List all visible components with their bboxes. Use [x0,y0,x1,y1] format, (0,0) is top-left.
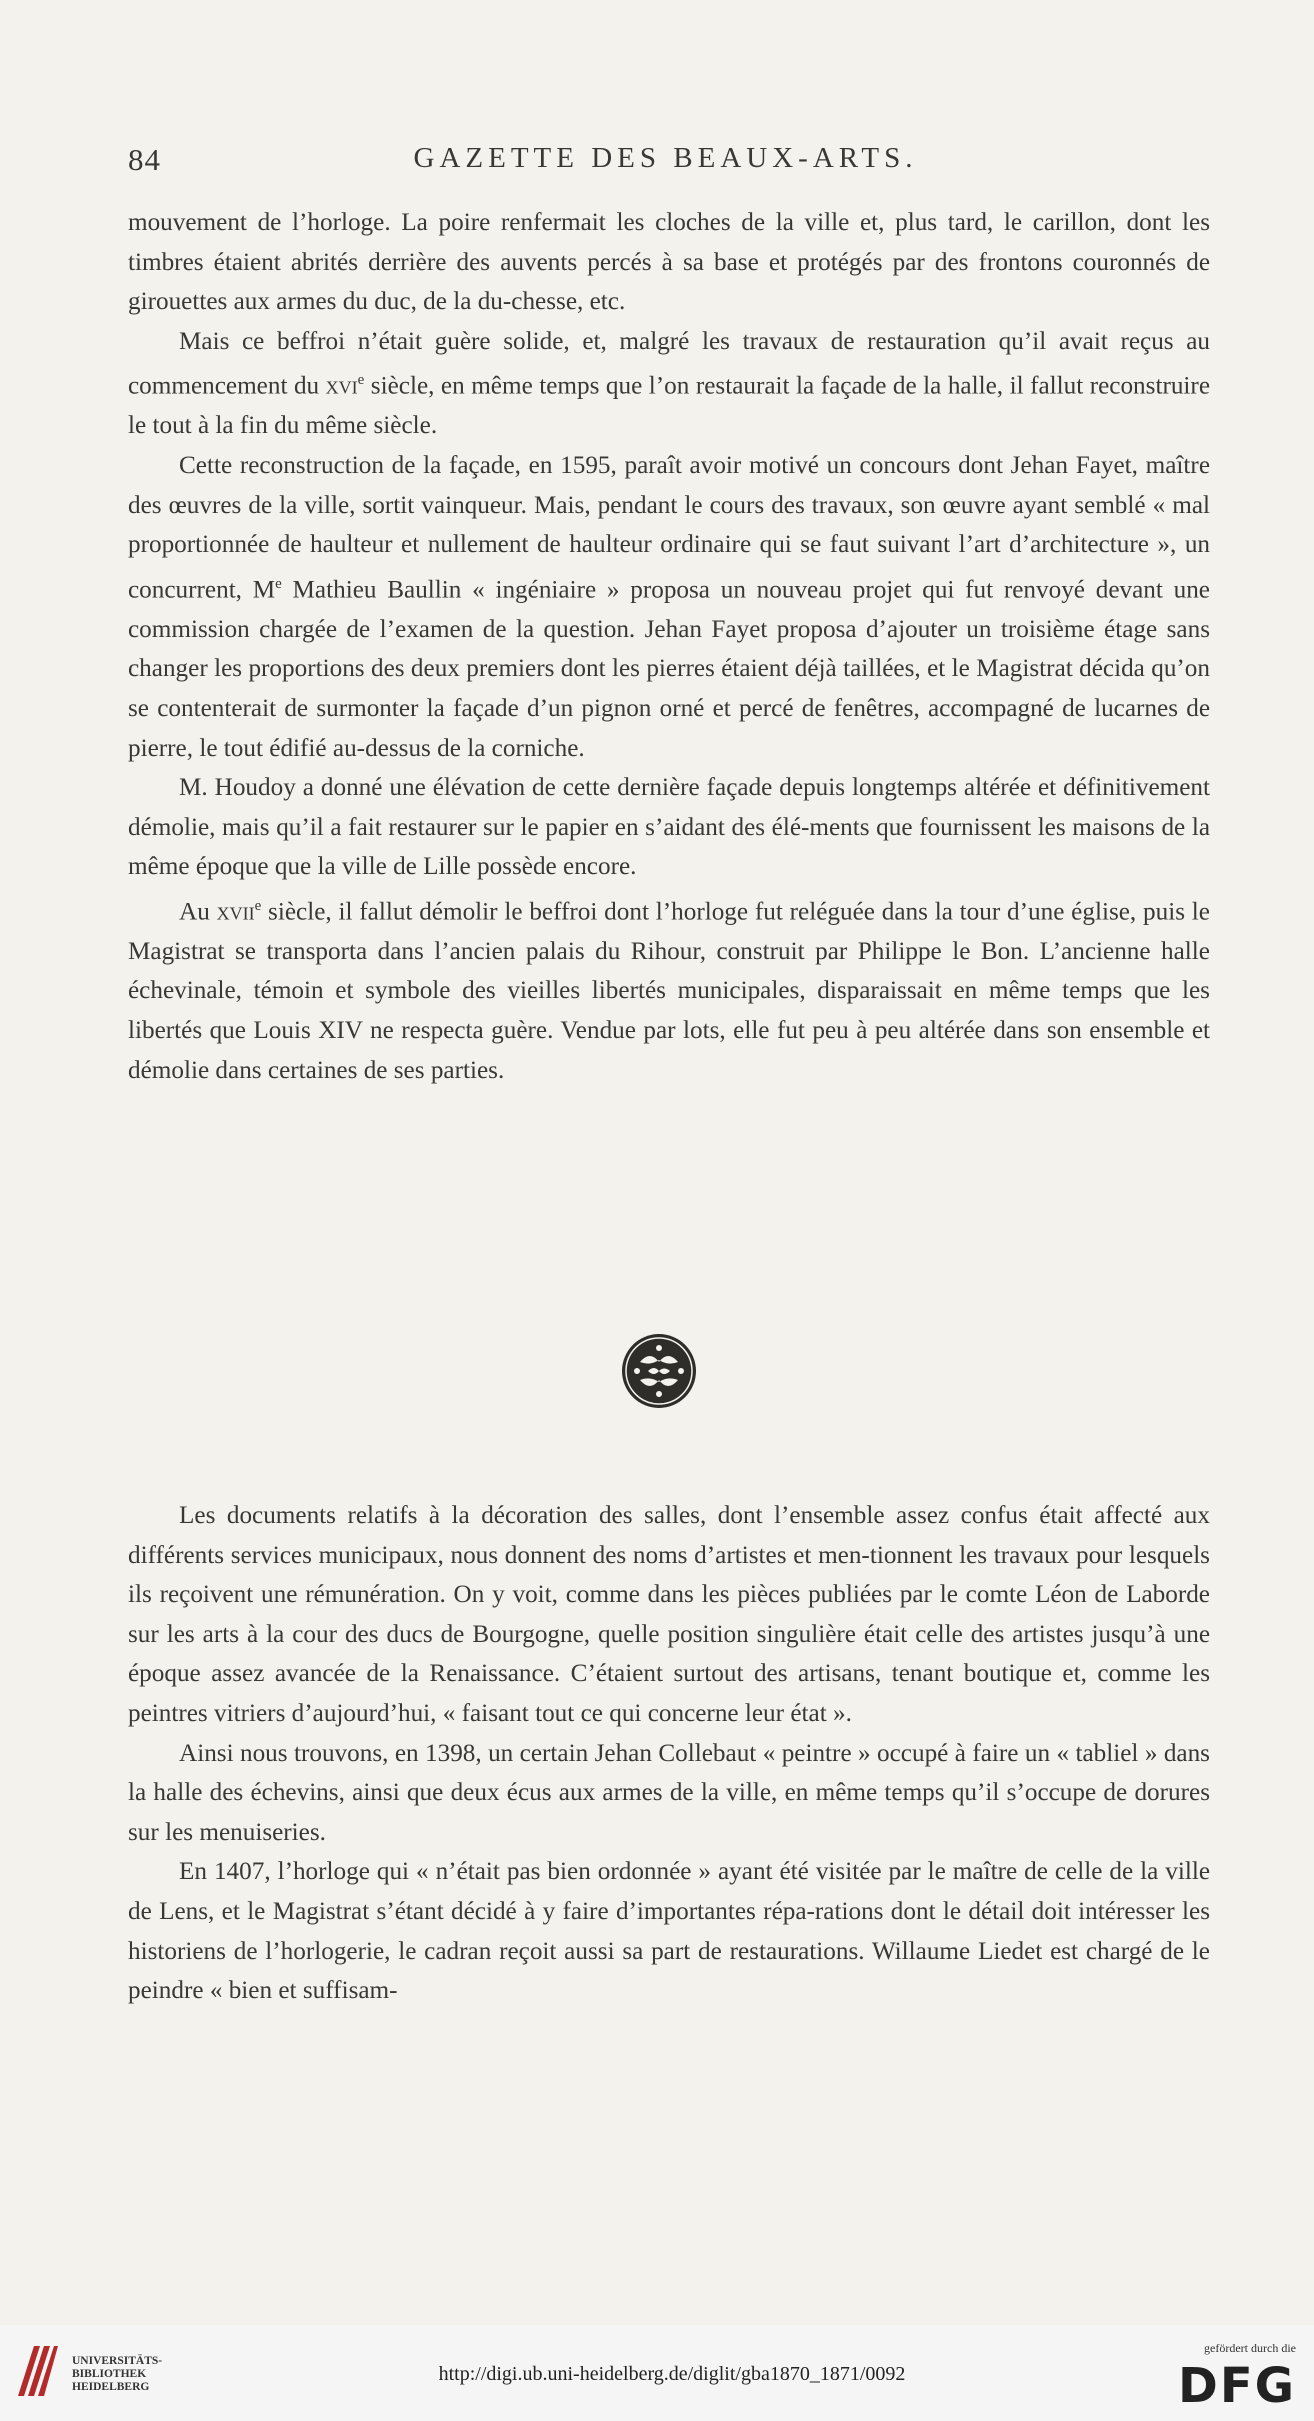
permalink-url[interactable]: http://digi.ub.uni-heidelberg.de/diglit/gba1870_1871/0092 [438,2363,906,2385]
text-block-bottom [128,1496,1210,2011]
page-header [128,142,1183,182]
text-block-top [128,203,1210,1090]
library-name[interactable]: UNIVERSITÄTS- BIBLIOTHEK HEIDELBERG [72,2355,163,2393]
page-number: 84 [128,142,161,177]
fleuron-ornament-icon [620,1332,698,1410]
paragraph: Au xvii$^e$ siècle, il fallut démolir le beffroi dont l’horloge fut reléguée dans la tour d’une église, puis le Magistrat se transporta dans l’ancien palais du Rihour, construit par Philippe le Bon. L’ancienne halle échevinale, témoin et symbole des vieilles libertés municipales, disparaissait en même temps que les libertés que Louis XIV ne respecta guère. Vendue par lots, elle fut peu à peu altérée dans son ensemble et démolie dans certaines de ses parties. [128,897,1210,1084]
paragraph: En 1407, l’horloge qui « n’était pas bien ordonnée » ayant été visitée par le maître de celle de la ville de Lens, et le Magistrat s’étant décidé à y faire d’importantes répa-rations dont le détail doit intéresser les historiens de l’horlogerie, le cadran reçoit aussi sa part de restaurations. Willaume Liedet est chargé de le peindre « bien et suffisam- [128,1858,1210,2005]
paragraph: Mais ce beffroi n’était guère solide, et, malgré les travaux de restauration qu’il avait reçus au commencement du xvi$^e$ siècle, en même temps que l’on restaurait la façade de la halle, il fallut reconstruire le tout à la fin du même siècle. [128,327,1211,440]
dfg-logo-icon[interactable]: DFG [1177,2358,1296,2414]
paragraph: M. Houdoy a donné une élévation de cette dernière façade depuis longtemps altérée et définitivement démolie, mais qu’il a fait restaurer sur le papier en s’aidant des élé-ments que fournissent les maisons de la même époque que la ville de Lille possède encore. [128,774,1210,881]
paragraph: Cette reconstruction de la façade, en 1595, paraît avoir motivé un concours dont Jehan Fayet, maître des œuvres de la ville, sortit vainqueur. Mais, pendant le cours des travaux, son œuvre ayant semblé « mal proportionnée de haulteur et nullement de haulteur ordinaire qui se faut suivant l’art d’architecture », un concurrent, Me Mathieu Baullin « ingéniaire » proposa un nouveau projet qui fut renvoyé devant une commission chargée de l’examen de la question. Jehan Fayet proposa d’ajouter un troisième étage sans changer les proportions des deux premiers dont les pierres étaient déjà taillées, et le Magistrat décida qu’on se contenterait de surmonter la façade d’un pignon orné et percé de fenêtres, accompagné de lucarnes de pierre, le tout édifié au-dessus de la corniche. [128,451,1210,762]
paragraph: Ainsi nous trouvons, en 1398, un certain Jehan Collebaut « peintre » occupé à faire un « tabliel » dans la halle des échevins, ainsi que deux écus aux armes de la ville, en même temps qu’il s’occupe de dorures sur les menuiseries. [128,1739,1210,1846]
paragraph: mouvement de l’horloge. La poire renfermait les cloches de la ville et, plus tard, le carillon, dont les timbres étaient abrités derrière des auvents percés à sa base et protégés par des frontons couronnés de girouettes aux armes du duc, de la du-chesse, etc. [128,209,1210,316]
paragraph: Les documents relatifs à la décoration des salles, dont l’ensemble assez confus était affecté aux différents services municipaux, nous donnent des noms d’artistes et men-tionnent les travaux pour lesquels ils reçoivent une rémunération. On y voit, comme dans les pièces publiées par le comte Léon de Laborde sur les arts à la cour des ducs de Bourgogne, quelle position singulière était celle des artistes jusqu’à une époque assez avancée de la Renaissance. C’étaient surtout des artisans, tenant boutique et, comme les peintres vitriers d’aujourd’hui, « faisant tout ce qui concerne leur état ». [128,1502,1210,1727]
running-title: GAZETTE DES BEAUX-ARTS. [413,142,918,174]
funding-note: gefördert durch die [1204,2341,1296,2355]
